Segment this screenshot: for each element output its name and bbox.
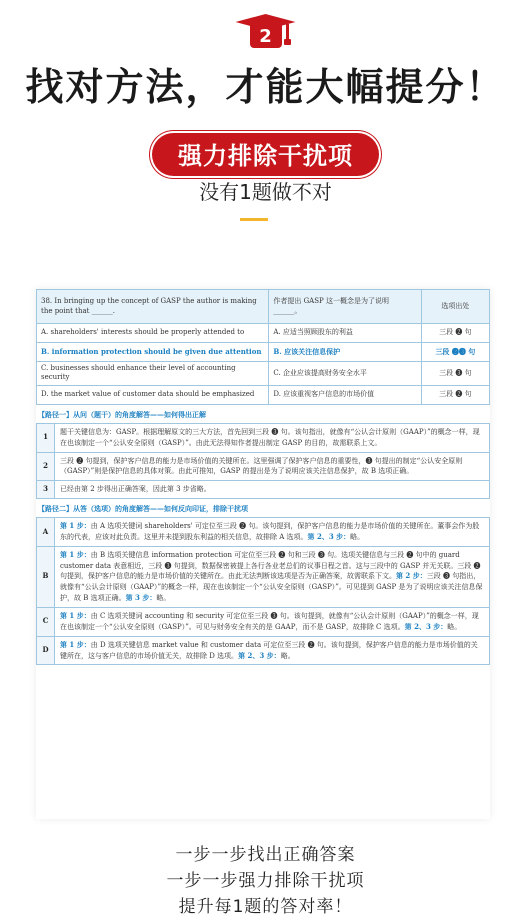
option-analysis-row — [37, 636, 490, 665]
path2-options-table — [36, 517, 490, 665]
step-text: 已经由第 2 步得出正确答案，因此第 3 步省略。 — [55, 481, 490, 499]
section-number: 2 — [250, 24, 282, 48]
accent-divider — [240, 218, 268, 221]
question-stem-cn: 作者提出 GASP 这一概念是为了说明______。 — [269, 290, 421, 324]
tagline-1: 一步一步找出正确答案 — [175, 845, 356, 865]
sample-answer-page — [36, 289, 490, 819]
step-row — [37, 481, 490, 499]
table-header-row — [37, 290, 490, 324]
option-source: 三段 ❷ 句 — [421, 324, 489, 343]
option-analysis-row — [37, 518, 490, 547]
option-analysis: 第 1 步：由 D 选项关键信息 market value 和 customer data 可定位至三段 ❷ 句。该句提到，保护客户信息的能力是市场价值的关键所在，这与客户信息的市场价值无关，故排除 D 选项。第 2、3 步：略。 — [55, 636, 490, 665]
table-row — [37, 324, 490, 343]
step-row — [37, 423, 490, 452]
step-row — [37, 452, 490, 481]
option-cn: B. 应该关注信息保护 — [269, 343, 421, 362]
option-source: 三段 ❷ 句 — [421, 385, 489, 404]
feature-pill-title: 强力排除干扰项 — [152, 133, 379, 176]
graduation-cap-badge — [0, 10, 531, 50]
path1-title: 【路径一】从问（题干）的角度解答——如何得出正解 — [38, 410, 206, 419]
option-analysis-row — [37, 546, 490, 607]
option-source: 三段 ❸ 句 — [421, 362, 489, 386]
feature-subtitle: 没有1题做不对 — [199, 180, 332, 204]
option-analysis: 第 1 步：由 B 选项关键信息 information protection 可定位至三段 ❷ 句和三段 ❸ 句。选项关键信息与三段 ❷ 句中的 guard customer data 表意相近，三段 ❸ 句提到，数据保密被提上各行各业老总们的议事日程之首。这与三段中的 GASP 并无关联。三段 ❷ 句提到，保护客户信息的能力是市场价值的关键所在。由此无法判断该选项是否为正确答案，故需联系下文。第 2 步：三段 ❸ 句指出，就像有“公认会计原则（GAAP）”的概念一样，现在也该制定一个“公认安全原则（GASP）”。可见提到 GASP 是为了说明应该关注信息保护，故 B 选项正确。第 3 步：略。 — [55, 546, 490, 607]
path2-title: 【路径二】从答（选项）的角度解答——如何反向印证，排除干扰项 — [38, 505, 248, 514]
option-analysis-row — [37, 608, 490, 637]
option-source: 三段 ❷❸ 句 — [421, 343, 489, 362]
tagline-2: 一步一步强力排除干扰项 — [166, 871, 365, 891]
option-analysis: 第 1 步：由 C 选项关键词 accounting 和 security 可定位至三段 ❸ 句。该句提到，就像有“公认会计原则（GAAP）”的概念一样，现在也该制定一个“公认安全原则（GASP）”。可见与财务安全有关的是 GAAP，而不是 GASP，故排除 C 选项。第 2、3 步：略。 — [55, 608, 490, 637]
path1-steps-table — [36, 423, 490, 499]
option-cn: A. 应适当照顾股东的利益 — [269, 324, 421, 343]
source-column-header: 选项出处 — [421, 290, 489, 324]
step-number: 3 — [37, 481, 55, 499]
step-text: 三段 ❷ 句提到，保护客户信息的能力是市场价值的关键所在。这里强调了保护客户信息的重要性，❸ 句提出的制定“公认安全原则（GASP）”则是保护信息的具体对策。由此可推知，GASP 的提出是为了说明应该关注信息保护，故 B 选项正确。 — [55, 452, 490, 481]
page-headline: 找对方法，才能大幅提分！ — [25, 65, 506, 109]
tagline-3: 提升每1题的答对率！ — [178, 897, 353, 917]
option-en: C. businesses should enhance their level of accounting security — [37, 362, 269, 386]
step-number: 2 — [37, 452, 55, 481]
question-options-table — [36, 289, 490, 405]
option-cn: D. 应该重视客户信息的市场价值 — [269, 385, 421, 404]
option-letter: D — [37, 636, 55, 665]
table-row-correct — [37, 343, 490, 362]
table-row — [37, 385, 490, 404]
step-text: 题干关键信息为：GASP。根据理解原文的三大方法，首先回到三段 ❸ 句。该句指出，就像有“公认会计原则（GAAP）”的概念一样，现在也该制定一个“公认安全原则（GASP）”。由此无法得知作者提出制定 GASP 的目的，故需联系上文。 — [55, 423, 490, 452]
option-en: B. information protection should be given due attention — [37, 343, 269, 362]
tassel-icon — [286, 24, 289, 40]
question-stem-en: 38. In bringing up the concept of GASP the author is making the point that ______. — [37, 290, 269, 324]
option-letter: B — [37, 546, 55, 607]
option-en: D. the market value of customer data should be emphasized — [37, 385, 269, 404]
option-analysis: 第 1 步：由 A 选项关键词 shareholders' 可定位至三段 ❷ 句。该句提到，保护客户信息的能力是市场价值的关键所在。董事会作为股东的代表，应该对此负责。这里并未提到股东利益的相关信息，故排除 A 选项。第 2、3 步：略。 — [55, 518, 490, 547]
option-letter: C — [37, 608, 55, 637]
table-row — [37, 362, 490, 386]
option-cn: C. 企业应该提高财务安全水平 — [269, 362, 421, 386]
option-en: A. shareholders' interests should be properly attended to — [37, 324, 269, 343]
option-letter: A — [37, 518, 55, 547]
step-number: 1 — [37, 423, 55, 452]
